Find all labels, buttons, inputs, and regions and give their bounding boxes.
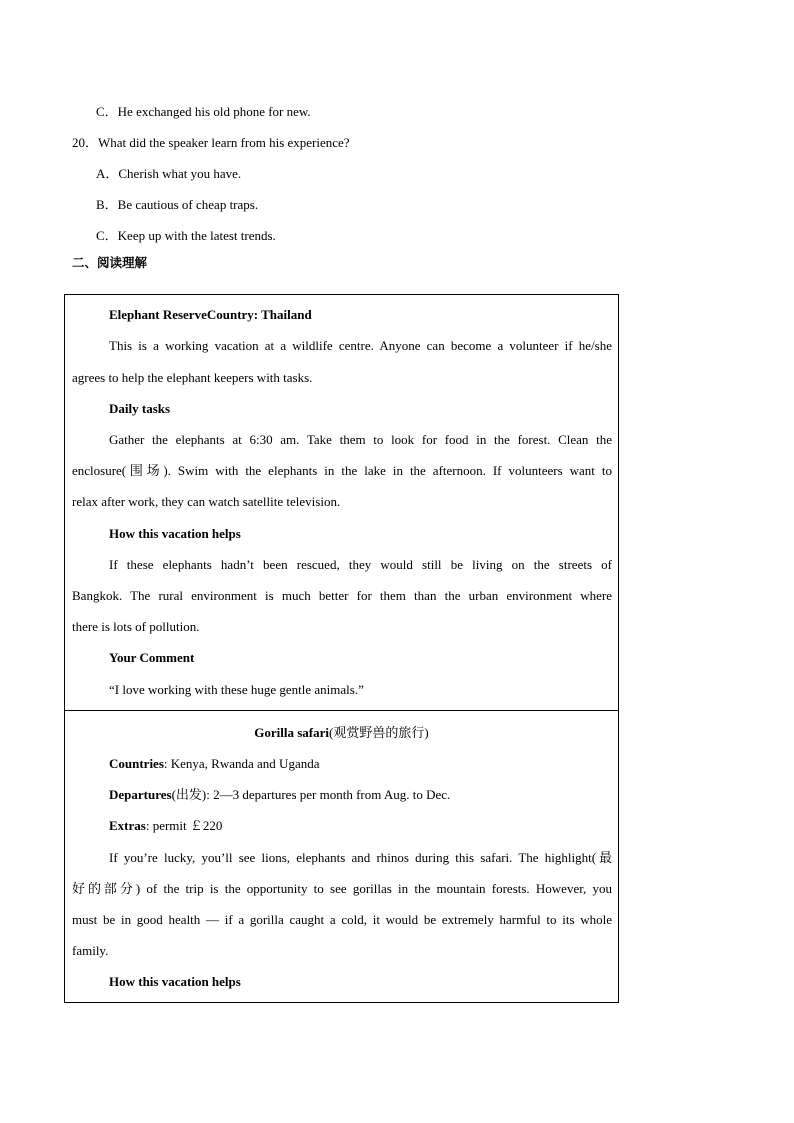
countries-row	[109, 756, 612, 772]
q20-option-c: C．Keep up with the latest trends.	[96, 228, 276, 243]
elephant-helps-line-3: there is lots of pollution.	[72, 619, 200, 634]
departures-value: (出发): 2—3 departures per month from Aug. to Dec.	[171, 787, 451, 802]
elephant-intro-line-1: This is a working vacation at a wildlife centre. Anyone can become a volunteer if he/she	[109, 338, 612, 353]
elephant-helps-line-2: Bangkok. The rural environment is much better for them than the urban environment where	[72, 588, 612, 603]
q20-option-a: A．Cherish what you have.	[96, 166, 242, 181]
countries-label: Countries	[109, 756, 164, 771]
extras-value: : permit ￡220	[145, 818, 223, 833]
elephant-title: Elephant ReserveCountry: Thailand	[109, 307, 312, 322]
gorilla-body-line-1: If you’re lucky, you’ll see lions, elephants and rhinos during this safari. The highlight(最	[109, 850, 612, 865]
q20-option-b: B．Be cautious of cheap traps.	[96, 197, 259, 212]
daily-tasks-line-2: enclosure(围场). Swim with the elephants in the lake in the afternoon. If volunteers want to	[72, 463, 612, 478]
departures-row	[109, 787, 612, 803]
elephant-helps-heading: How this vacation helps	[109, 526, 241, 541]
q19-option-c: C．He exchanged his old phone for new.	[96, 104, 311, 119]
daily-tasks-line-3: relax after work, they can watch satellite television.	[72, 494, 341, 509]
comment-text: “I love working with these huge gentle animals.”	[109, 682, 364, 697]
extras-label: Extras	[109, 818, 146, 833]
comment-heading: Your Comment	[109, 650, 195, 665]
elephant-helps-line-1: If these elephants hadn’t been rescued, they would still be living on the streets of	[109, 557, 612, 572]
gorilla-title-cn: (观赏野兽的旅行)	[329, 725, 429, 740]
gorilla-title	[65, 725, 618, 741]
elephant-reserve-box	[64, 294, 619, 711]
gorilla-safari-box	[64, 710, 619, 1003]
gorilla-title-en: Gorilla safari	[254, 725, 330, 740]
gorilla-body-line-2: 好的部分) of the trip is the opportunity to see gorillas in the mountain forests. However, you	[72, 881, 612, 896]
gorilla-helps-heading: How this vacation helps	[109, 974, 241, 989]
daily-tasks-heading: Daily tasks	[109, 401, 171, 416]
gorilla-body-line-3: must be in good health — if a gorilla caught a cold, it would be extremely harmful to its whole	[72, 912, 612, 927]
section-title: 二、阅读理解	[72, 255, 148, 270]
gorilla-body-line-4: family.	[72, 943, 109, 958]
extras-row	[109, 818, 612, 834]
elephant-intro-line-2: agrees to help the elephant keepers with tasks.	[72, 370, 313, 385]
countries-value: : Kenya, Rwanda and Uganda	[163, 756, 320, 771]
departures-label: Departures	[109, 787, 172, 802]
q20-stem: 20．What did the speaker learn from his experience?	[72, 135, 350, 150]
daily-tasks-line-1: Gather the elephants at 6:30 am. Take them to look for food in the forest. Clean the	[109, 432, 612, 447]
